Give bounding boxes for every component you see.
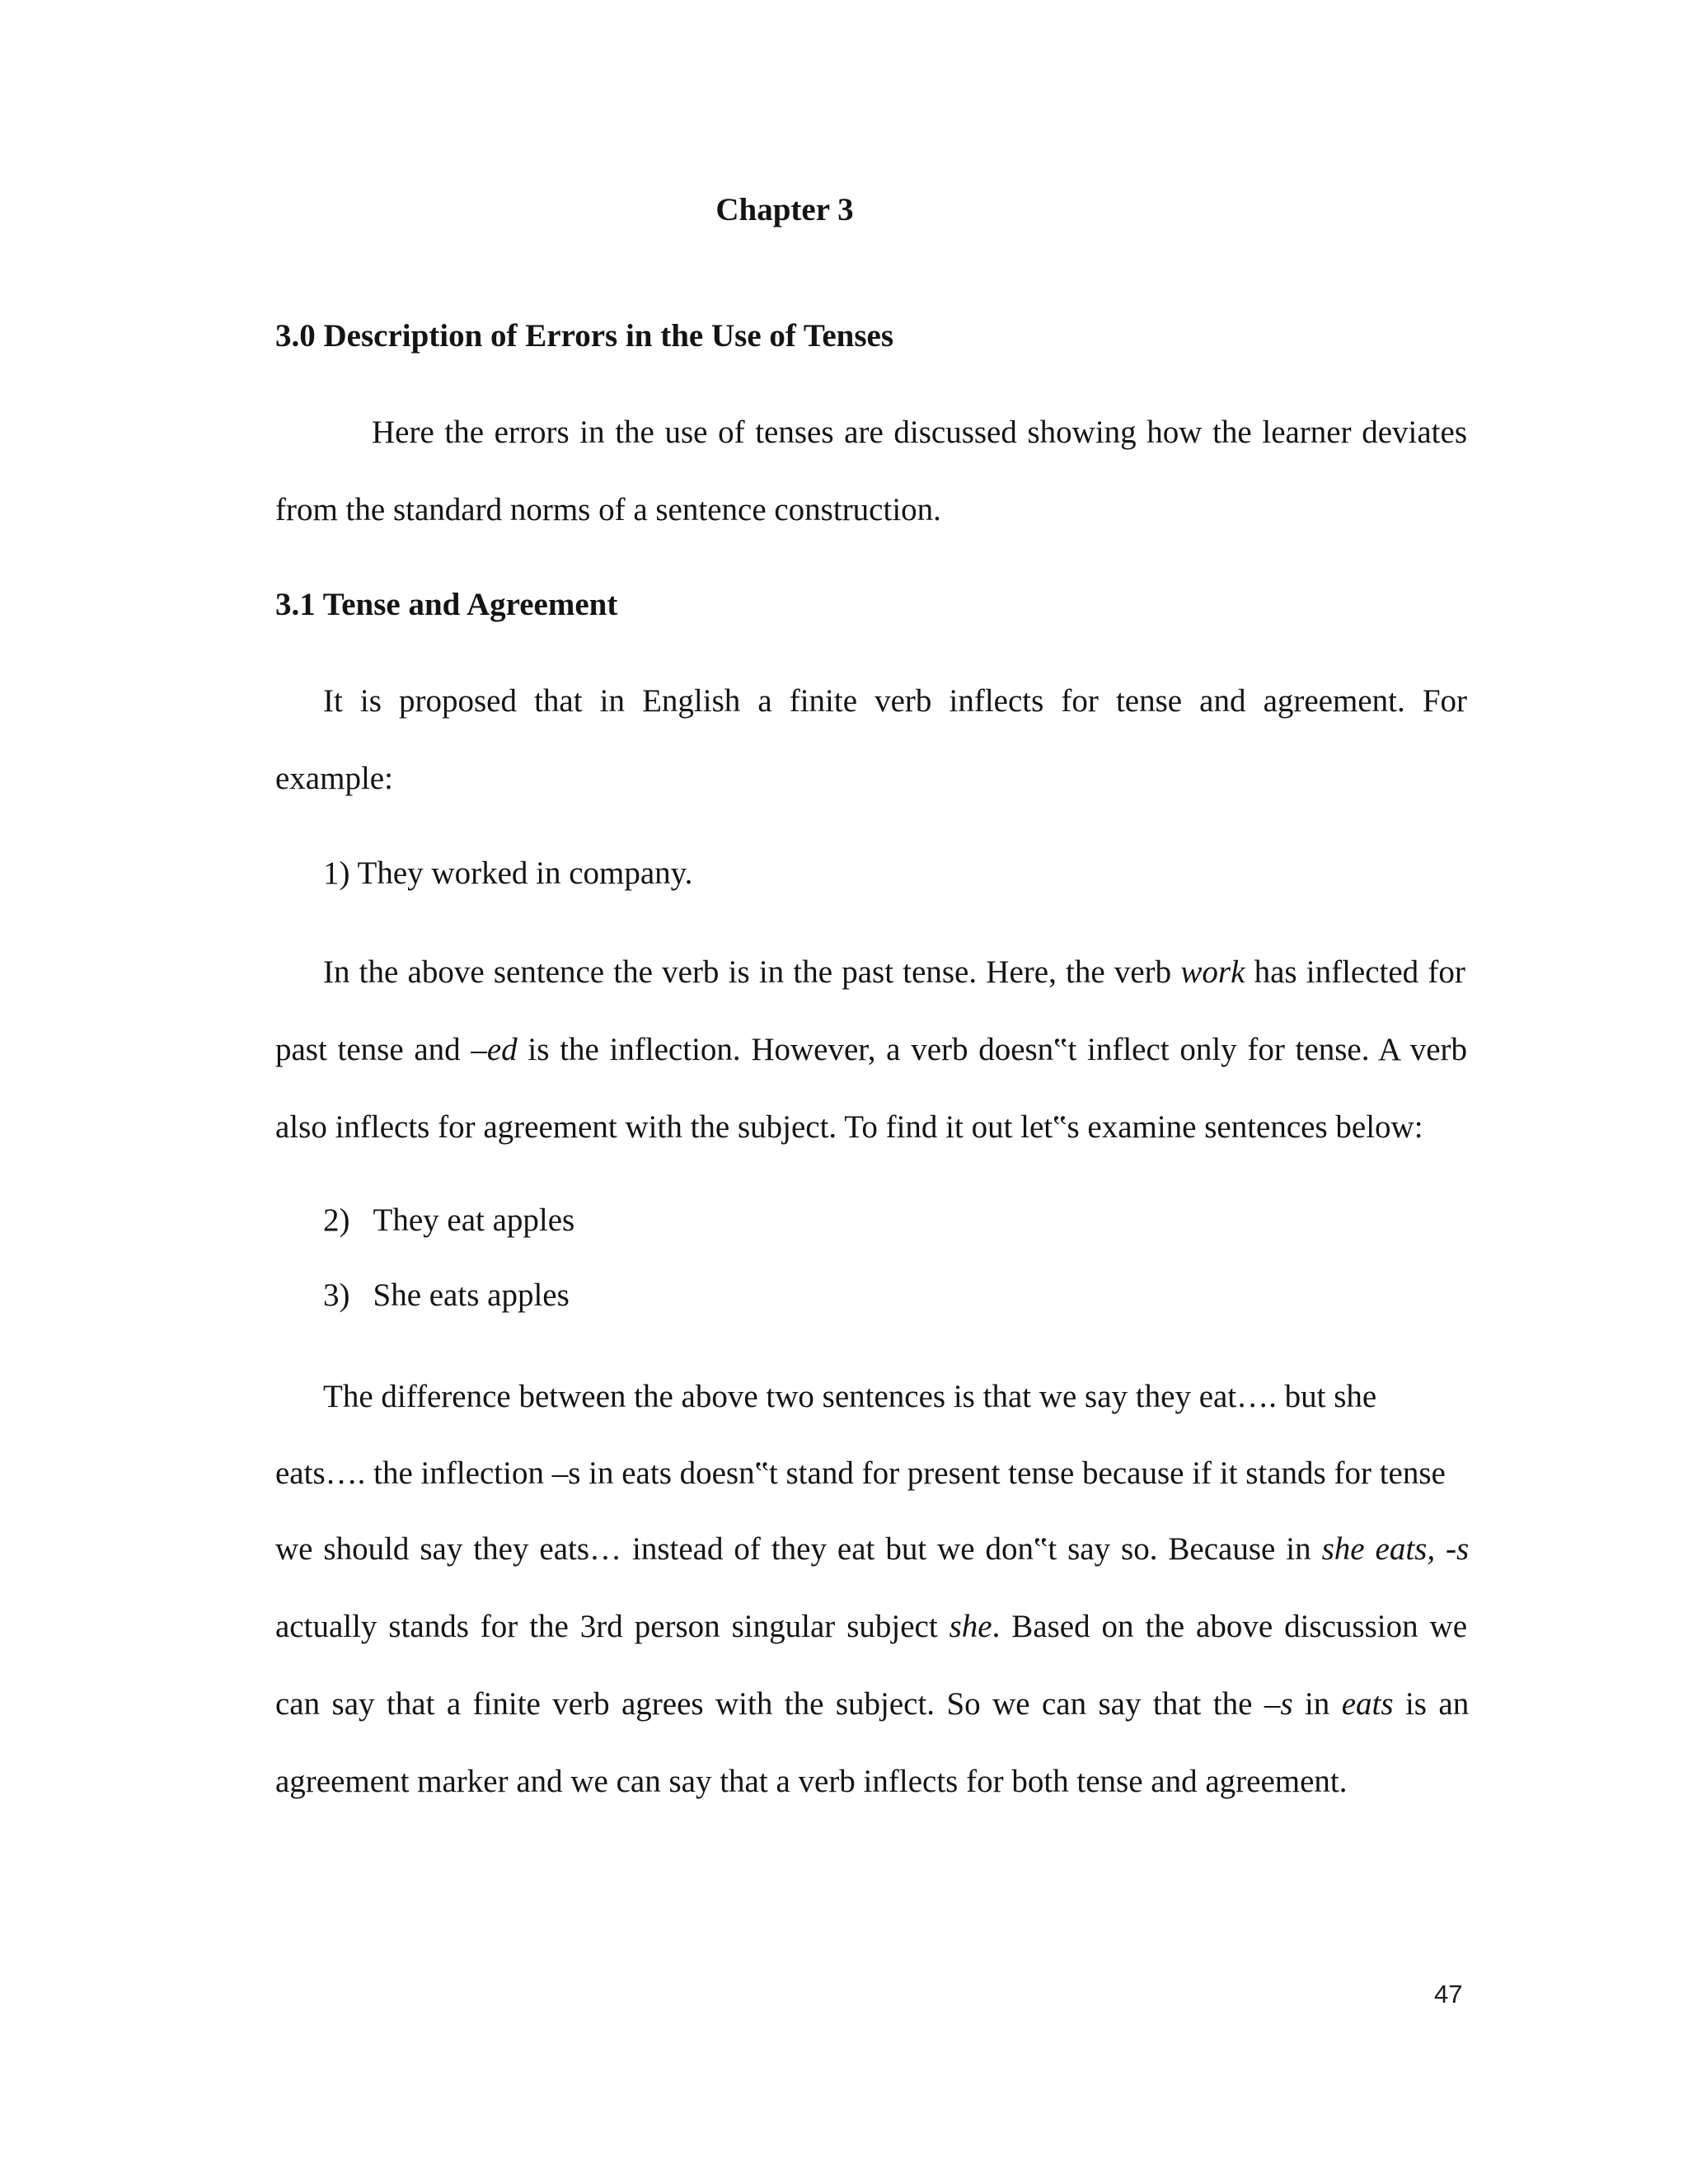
paragraph-line: actually stands for the 3rd person singular subject she. Based on the above discussion we: [275, 1609, 1468, 1644]
chapter-title: Chapter 3: [715, 192, 854, 227]
example-number: 3): [323, 1277, 350, 1313]
paragraph-difference: [275, 1358, 1470, 1821]
italic-term: she: [949, 1609, 992, 1644]
paragraph-line: eats…. the inflection –s in eats doesn‟t stand for present tense because if it stands for tense: [275, 1455, 1446, 1491]
example-sentence-2: [323, 1198, 574, 1243]
section-heading-3-0: 3.0 Description of Errors in the Use of Tenses: [275, 318, 894, 354]
example-sentence-1: 1) They worked in company.: [323, 855, 693, 891]
example-text: She eats apples: [373, 1277, 570, 1313]
paragraph-intro-errors: [275, 394, 1467, 549]
italic-term: –s: [1264, 1686, 1293, 1722]
page-number: 47: [1434, 1980, 1463, 2008]
paragraph-line: It is proposed that in English a finite verb inflects for tense and agreement. For: [323, 683, 1467, 719]
paragraph-line: agreement marker and we can say that a verb inflects for both tense and agreement.: [275, 1764, 1348, 1799]
paragraph-line: also inflects for agreement with the subject. To find it out let‟s examine sentences below:: [275, 1109, 1423, 1145]
italic-term: she eats, -s: [1321, 1531, 1470, 1567]
paragraph-line: example:: [275, 761, 393, 796]
example-sentence-3: [323, 1273, 570, 1318]
italic-term: work: [1180, 954, 1245, 990]
paragraph-line: past tense and –ed is the inflection. However, a verb doesn‟t inflect only for tense. A verb: [275, 1032, 1468, 1067]
paragraph-proposal: [275, 663, 1467, 818]
italic-term: –ed: [471, 1032, 518, 1067]
paragraph-line: from the standard norms of a sentence construction.: [275, 492, 941, 527]
section-heading-3-1: 3.1 Tense and Agreement: [275, 587, 618, 622]
example-text: They eat apples: [373, 1202, 575, 1238]
example-number: 2): [323, 1202, 350, 1238]
paragraph-line: Here the errors in the use of tenses are discussed showing how the learner deviates: [372, 415, 1467, 450]
paragraph-line: The difference between the above two sentences is that we say they eat…. but she: [323, 1379, 1377, 1414]
paragraph-past-tense: [275, 934, 1467, 1166]
paragraph-line: In the above sentence the verb is in the past tense. Here, the verb work has inflected for: [323, 954, 1465, 990]
paragraph-line: can say that a finite verb agrees with the subject. So we can say that the –s in eats is an: [275, 1686, 1470, 1722]
paragraph-line: we should say they eats… instead of they eat but we don‟t say so. Because in she eats, -s: [275, 1531, 1470, 1567]
italic-term: eats: [1341, 1686, 1394, 1722]
